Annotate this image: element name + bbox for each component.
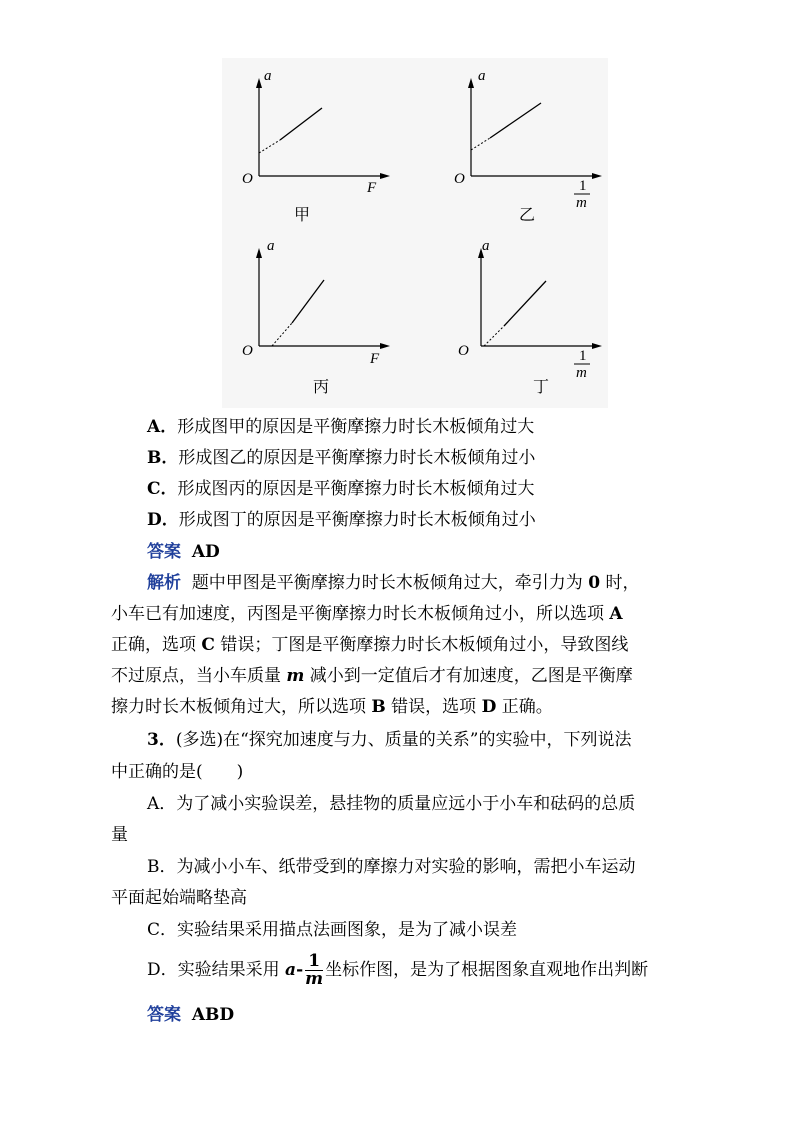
analysis-text: 错误，选项 [385, 697, 482, 717]
q2-answer [0, 542, 794, 562]
analysis-bold: B [371, 697, 386, 717]
analysis-bold: D [481, 697, 497, 717]
graph-ding-y-label: a [482, 238, 490, 254]
q2-answer-value: AD [191, 542, 220, 562]
graph-jia-y-label: a [264, 68, 272, 84]
q3-answer-label: 答案 [147, 1005, 181, 1025]
graph-jia-origin: O [242, 171, 253, 187]
q3-option-c-text: C．实验结果采用描点法画图象，是为了减小误差 [147, 920, 518, 940]
analysis-bold: 0 [588, 573, 601, 593]
q2-analysis-line-1 [0, 573, 794, 593]
graph-ding-x-den: m [576, 365, 587, 381]
graphs-svg [222, 58, 608, 408]
analysis-bold: C [201, 635, 215, 655]
analysis-bold: A [609, 604, 623, 624]
graph-jia-caption: 甲 [294, 205, 311, 224]
q3-answer-value: ABD [191, 1005, 235, 1025]
analysis-text: 小车已有加速度，丙图是平衡摩擦力时长木板倾角过小，所以选项 [111, 604, 610, 624]
graph-yi-x-den: m [576, 195, 587, 211]
analysis-text: 正确，选项 [111, 635, 202, 655]
graph-ding-caption: 丁 [533, 377, 550, 396]
q3-option-d [0, 950, 794, 990]
graph-yi [454, 68, 602, 224]
analysis-text: 题中甲图是平衡摩擦力时长木板倾角过大，牵引力为 [191, 573, 589, 593]
q2-option-a [0, 417, 794, 437]
graph-jia-x-label: F [367, 180, 377, 196]
graph-ding-x-num: 1 [579, 348, 587, 364]
q2-analysis-line-4 [0, 666, 794, 686]
q3-option-d-var: a [285, 960, 297, 980]
q3-option-a-1: A．为了减小实验误差，悬挂物的质量应远小于小车和砝码的总质 [147, 794, 636, 814]
q3-option-a-line-1 [0, 794, 794, 814]
q3-option-b-line-1 [0, 857, 794, 877]
q2-analysis-line-5 [0, 697, 794, 717]
analysis-text: 擦力时长木板倾角过大，所以选项 [111, 697, 372, 717]
q2-option-a-letter: A． [147, 417, 178, 437]
q3-stem-line-1 [0, 730, 794, 750]
q3-stem-line-2 [0, 762, 794, 782]
graph-bing-y-label: a [267, 238, 275, 254]
q3-option-b-1: B．为减小小车、纸带受到的摩擦力对实验的影响，需把小车运动 [147, 857, 636, 877]
q2-option-c [0, 479, 794, 499]
q2-option-c-letter: C． [147, 479, 178, 499]
q2-option-b [0, 448, 794, 468]
analysis-text: 不过原点，当小车质量 [111, 666, 287, 686]
q3-option-d-fraction [305, 953, 323, 988]
graph-bing [242, 238, 390, 396]
graph-ding-origin: O [458, 343, 469, 359]
q2-option-d-text: 形成图丁的原因是平衡摩擦力时长木板倾角过小 [178, 510, 536, 530]
q2-analysis-line-3 [0, 635, 794, 655]
q2-answer-label: 答案 [147, 542, 181, 562]
q3-option-d-post: 坐标作图，是为了根据图象直观地作出判断 [325, 960, 649, 980]
q2-option-d-letter: D． [147, 510, 179, 530]
q3-stem-1: (多选)在“探究加速度与力、质量的关系”的实验中，下列说法 [175, 730, 632, 750]
graph-yi-y-label: a [478, 68, 486, 84]
graph-yi-caption: 乙 [519, 205, 536, 224]
q3-option-d-frac-num: 1 [305, 953, 323, 971]
q3-option-d-frac-den: m [305, 969, 324, 989]
q2-option-c-text: 形成图丙的原因是平衡摩擦力时长木板倾角过大 [177, 479, 535, 499]
q3-option-d-pre: D．实验结果采用 [147, 960, 286, 980]
q3-option-d-dash: - [296, 960, 304, 980]
graph-bing-origin: O [242, 343, 253, 359]
q3-option-b-2: 平面起始端略垫高 [111, 888, 247, 908]
q2-option-b-text: 形成图乙的原因是平衡摩擦力时长木板倾角过小 [178, 448, 536, 468]
graph-yi-x-num: 1 [579, 178, 587, 194]
graph-yi-origin: O [454, 171, 465, 187]
analysis-bold: m [286, 666, 305, 686]
q3-number: 3． [147, 730, 176, 750]
analysis-text: 正确。 [496, 697, 553, 717]
analysis-text: 时， [600, 573, 640, 593]
q2-option-b-letter: B． [147, 448, 179, 468]
q2-option-a-text: 形成图甲的原因是平衡摩擦力时长木板倾角过大 [177, 417, 535, 437]
q3-option-b-line-2 [0, 888, 794, 908]
graph-ding [458, 238, 602, 396]
analysis-text: 错误；丁图是平衡摩擦力时长木板倾角过小，导致图线 [214, 635, 629, 655]
q3-option-c [0, 920, 794, 940]
graph-jia [242, 68, 390, 224]
q3-option-a-2: 量 [111, 825, 128, 845]
graph-bing-caption: 丙 [313, 377, 330, 396]
graph-bing-x-label: F [370, 351, 380, 367]
q2-analysis-label: 解析 [147, 573, 181, 593]
q3-answer [0, 1005, 794, 1025]
q2-option-d [0, 510, 794, 530]
q2-analysis-line-2 [0, 604, 794, 624]
q3-stem-2: 中正确的是( ) [111, 762, 244, 782]
graphs-figure [222, 58, 608, 408]
analysis-text: 减小到一定值后才有加速度，乙图是平衡摩 [304, 666, 633, 686]
q3-option-a-line-2 [0, 825, 794, 845]
